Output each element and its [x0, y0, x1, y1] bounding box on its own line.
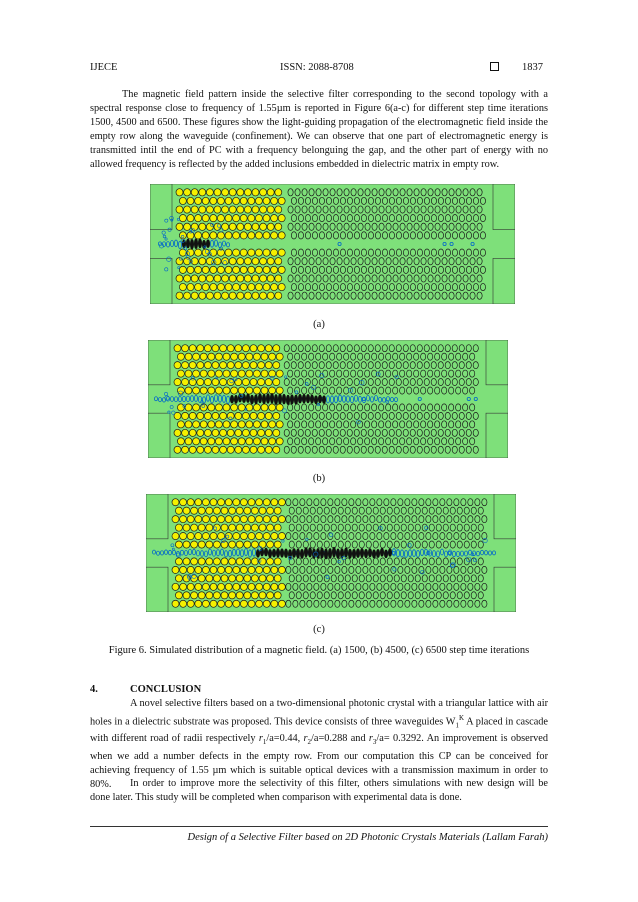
figure-panel-c	[146, 494, 516, 612]
checkbox-square-icon	[490, 62, 499, 71]
section-number: 4.	[90, 684, 98, 695]
journal-name: IJECE	[90, 62, 118, 73]
footer-divider	[90, 826, 548, 827]
running-footer: Design of a Selective Filter based on 2D Photonic Crystals Materials (Lallam Farah)	[187, 832, 548, 843]
issn: ISSN: 2088-8708	[280, 62, 354, 73]
page-number: 1837	[522, 62, 543, 73]
panel-b-label: (b)	[312, 473, 326, 484]
figure-panel-b	[148, 340, 508, 458]
figure-caption: Figure 6. Simulated distribution of a magnetic field. (a) 1500, (b) 4500, (c) 6500 step time iterations	[108, 645, 530, 656]
field-map-c	[146, 494, 516, 612]
field-map-b	[148, 340, 508, 458]
section-heading	[90, 684, 201, 695]
page-marker	[490, 62, 503, 73]
panel-c-label: (c)	[313, 624, 325, 635]
figure-panel-a	[150, 184, 515, 304]
field-map-a	[150, 184, 515, 304]
conclusion-paragraph-2: In order to improve more the selectivity of this filter, others simulations with new design will be done later. This study will be completed when comparison with experimental data is done.	[90, 778, 548, 803]
body-paragraph: The magnetic field pattern inside the selective filter corresponding to the second topology with a spectral response close to frequency of 1.55µm is reported in Figure 6(a-c) for different step time iterations 1500, 4500 and 6500. These figures show the light-guiding propagation of the electromagnetic field inside the empty row along the waveguide (confinement). We can observe that one part of electromagnetic energy is transmitted intil the end of PC with a frequency belonguing the gap, and the other part of energy with no allowed frequency is reflected by the added inclusions embedded in dielectric matrix in empty row.	[90, 89, 548, 170]
panel-a-label: (a)	[313, 319, 325, 330]
section-title: CONCLUSION	[130, 684, 202, 695]
conclusion-paragraph-1: A novel selective filters based on a two-dimensional photonic crystal with a triangular lattice with air holes in a dielectric substrate was proposed. This device consists of three waveguides $W_1^K$ A placed in cascade with different road of radii respectively $r_1/a=0.44$, $r_2/a=0.288$ and $r_3/a= 0.3292$. An improvement is observed when we add a number defects in the empty row. From our computation this CP can be conceived for achieving frequency of 1.55 µm which is suitable optical devices with a transmission maximum in order to 80%.	[90, 698, 549, 790]
